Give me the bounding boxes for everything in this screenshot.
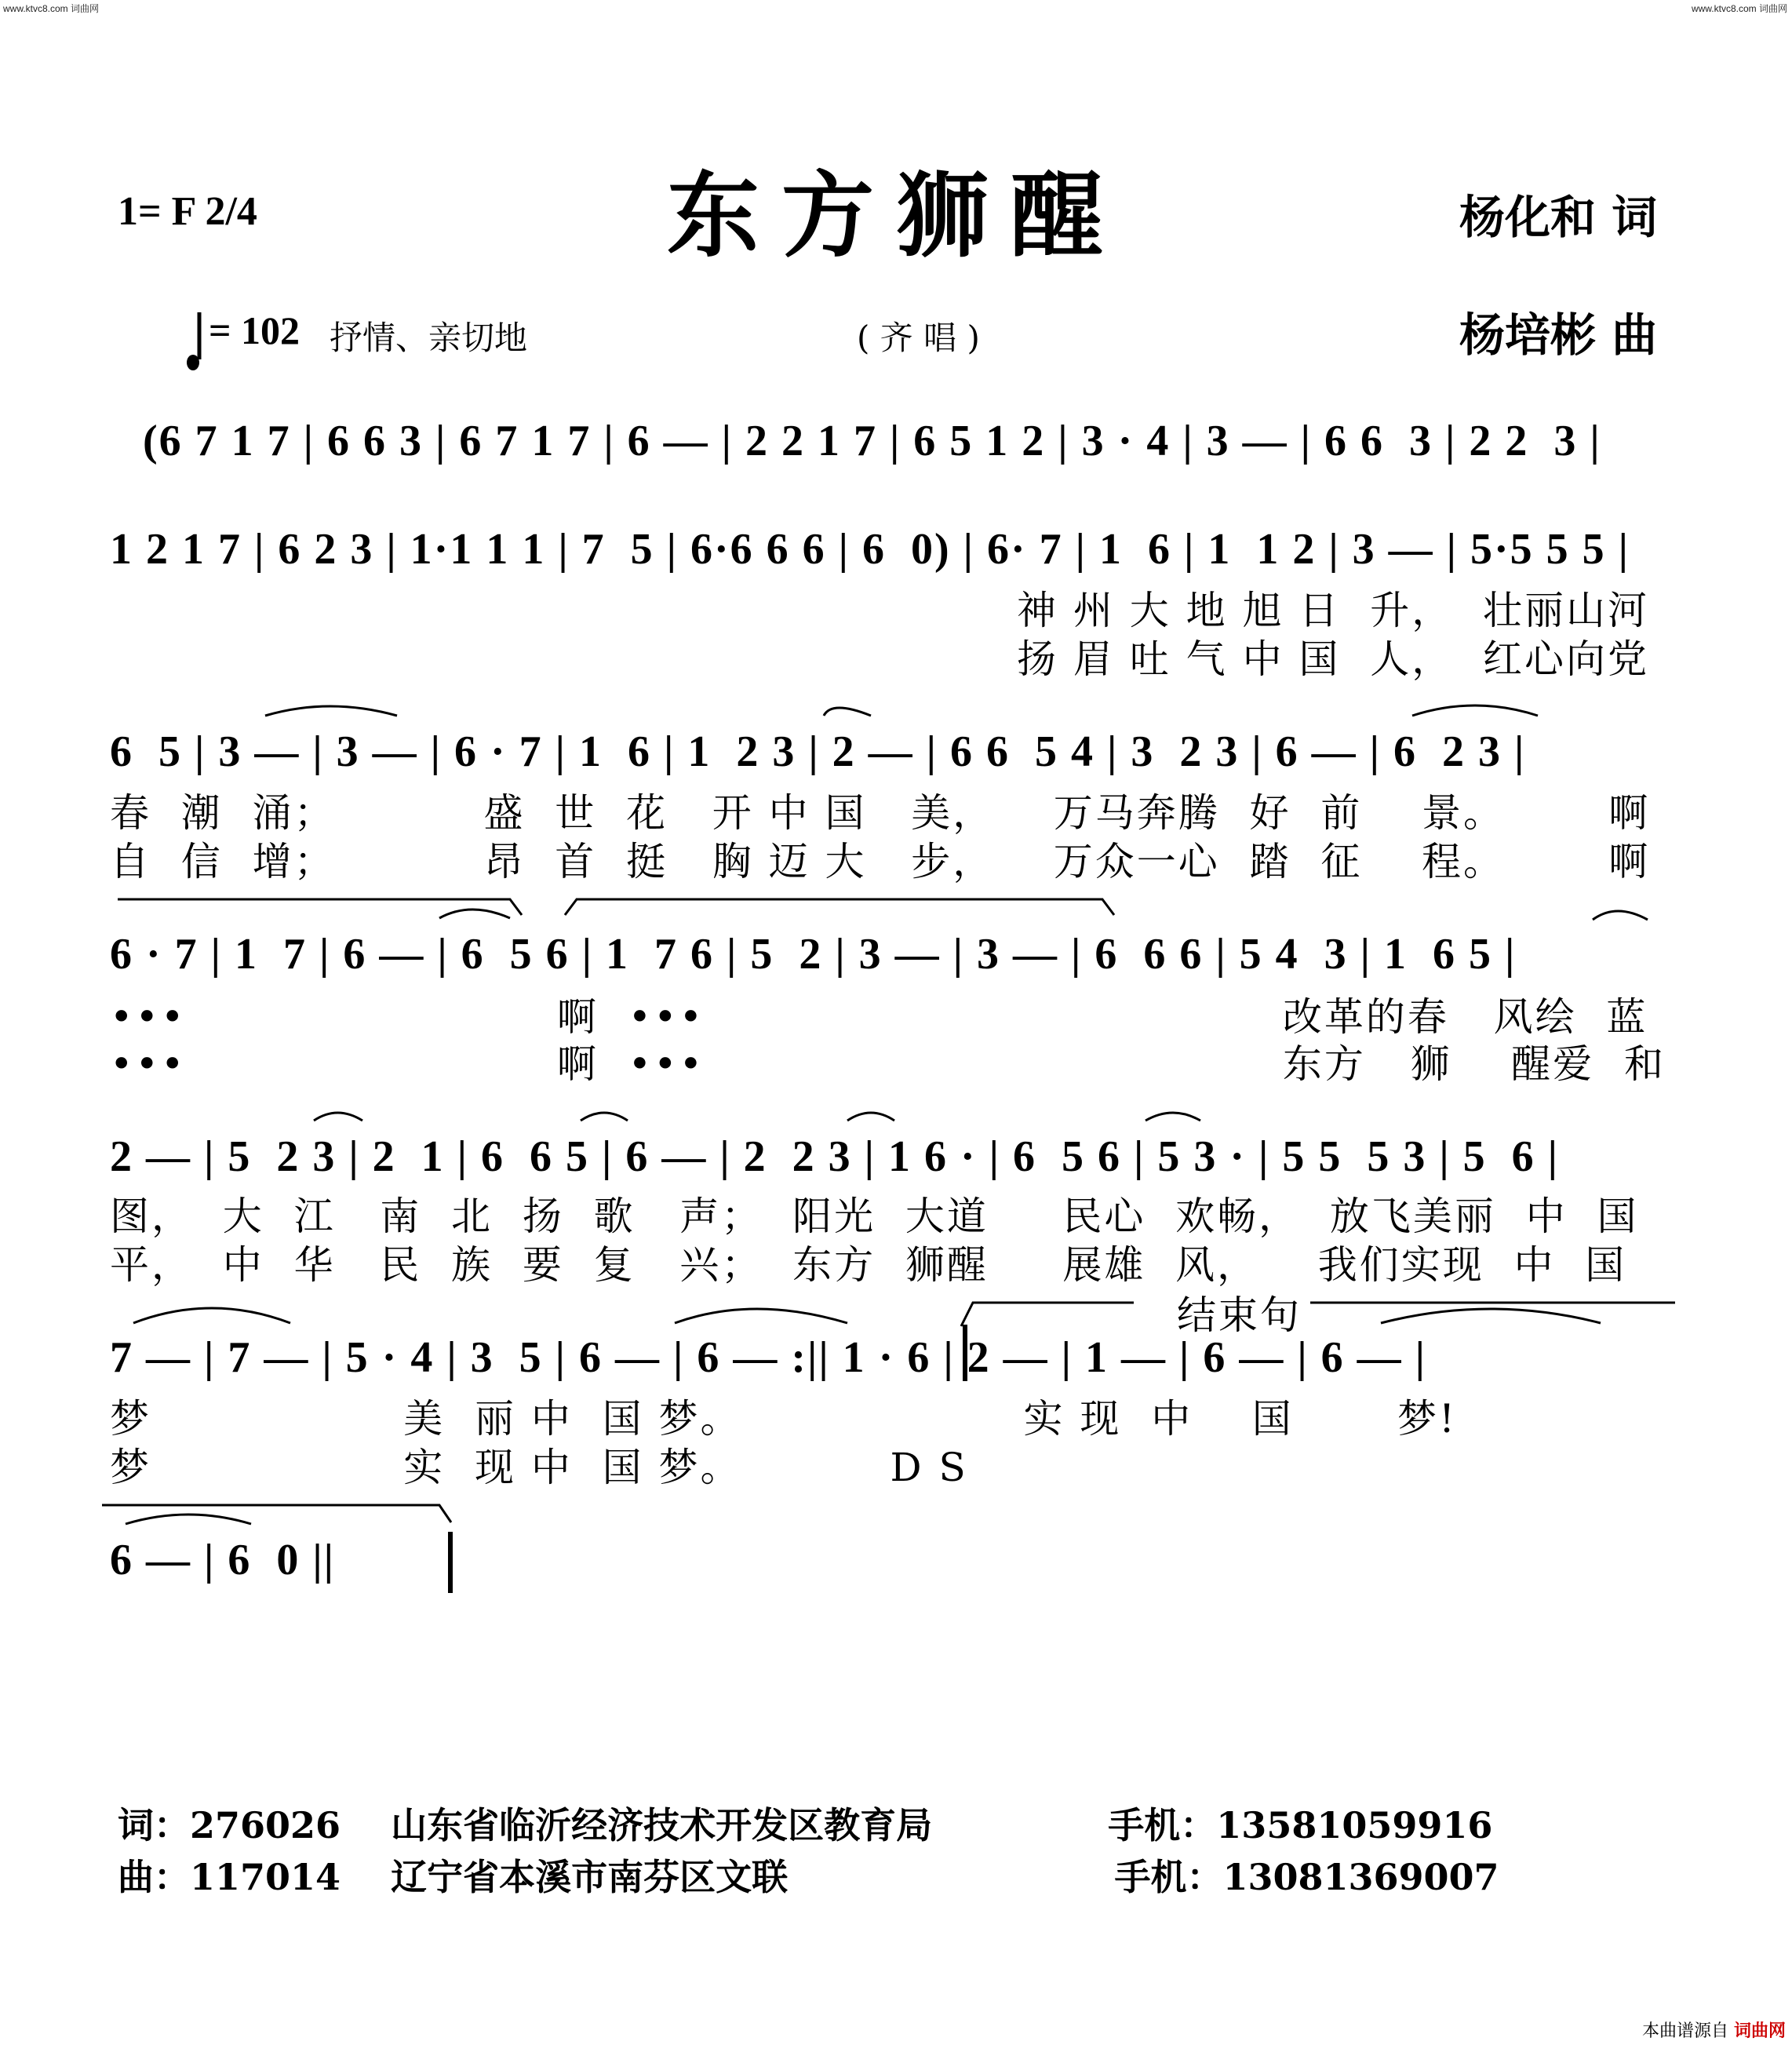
coda-bracket <box>961 1303 1134 1326</box>
score-line-2-lyrics-verse-2: 扬 眉 吐 气 中 国 人， 红心向党 <box>1017 636 1650 682</box>
phrase-line-7 <box>102 1505 451 1522</box>
slur-line-3 <box>265 706 397 716</box>
score-line-6-lyrics-verse-2: 梦 实 现 中 国 梦。 D S <box>110 1445 968 1490</box>
score-line-5-lyrics-verse-2: 平， 中 华 民 族 要 复 兴； 东方 狮醒 展雄 风， 我们实现 中 国 <box>110 1242 1627 1288</box>
score-line-6-lyrics-verse-1: 梦 美 丽 中 国 梦。 实 现 中 国 梦! <box>110 1396 1458 1442</box>
score-line-3-lyrics-verse-2: 自 信 增； 昂 首 挺 胸 迈 大 步， 万众一心 踏 征 程。 啊 <box>110 839 1651 884</box>
phrase-line-4-b <box>565 899 1114 915</box>
slur-line-3-b <box>824 708 871 716</box>
composer-credit: 杨培彬 曲 <box>1459 308 1658 362</box>
watermark-top-right: www.ktvc8.com 词曲网 <box>1691 3 1787 14</box>
footer-composer-contact: 曲：117014 辽宁省本溪市南芬区文联 手机：13081369007 <box>118 1856 1499 1898</box>
slur-line-6-b <box>675 1309 847 1323</box>
source-brand[interactable]: 词曲网 <box>1733 2021 1786 2041</box>
slur-line-5-c <box>847 1113 894 1121</box>
score-line-3-lyrics-verse-1: 春 潮 涌； 盛 世 花 开 中 国 美， 万马奔腾 好 前 景。 啊 <box>110 790 1651 836</box>
score-line-7-notes: 6 — | 6 0 || <box>110 1536 335 1584</box>
score-line-5-lyrics-verse-1: 图， 大 江 南 北 扬 歌 声； 阳光 大道 民心 欢畅， 放飞美丽 中 国 <box>110 1194 1639 1239</box>
tempo-marking: 抒情、亲切地 <box>330 319 528 357</box>
slur-line-5-b <box>581 1113 628 1121</box>
score-line-2-lyrics-verse-1: 神 州 大 地 旭 日 升， 壮丽山河 <box>1017 588 1650 633</box>
source-text: 本曲谱源自 <box>1641 2021 1728 2041</box>
score-line-6-notes: 7 — | 7 — | 5 · 4 | 3 5 | 6 — | 6 — :|| 1 · 6 | 2 — | 1 — | 6 — | 6 — | <box>110 1333 1426 1382</box>
score-line-5-notes: 2 — | 5 2 3 | 2 1 | 6 6 5 | 6 — | 2 2 3 | 1 6 · | 6 5 6 | 5 3 · | 5 5 5 3 | 5 6 | <box>110 1132 1560 1181</box>
score-line-2-notes: 1 2 1 7 | 6 2 3 | 1·1 1 1 | 7 5 | 6·6 6 6 | 6 0) | 6· 7 | 1 6 | 1 1 2 | 3 — | 5·5 5 5 | <box>110 525 1630 574</box>
performance-style: ( 齐 唱 ) <box>857 319 980 357</box>
slur-line-6-c <box>1381 1309 1601 1323</box>
coda-label: 结束句 <box>1177 1292 1302 1338</box>
score-line-3-notes: 6 5 | 3 — | 3 — | 6 · 7 | 1 6 | 1 2 3 | 2 — | 6 6 5 4 | 3 2 3 | 6 — | 6 2 3 | <box>110 727 1526 776</box>
slur-line-7 <box>126 1515 251 1524</box>
song-title: 东方狮醒 <box>666 161 1125 270</box>
slur-line-5-d <box>1145 1113 1200 1121</box>
slur-line-4-b <box>1593 911 1648 920</box>
slur-line-3-c <box>1412 705 1538 716</box>
phrase-line-4 <box>118 899 522 915</box>
lyricist-credit: 杨化和 词 <box>1459 191 1658 244</box>
score-line-1-notes: (6 7 1 7 | 6 6 3 | 6 7 1 7 | 6 — | 2 2 1 7 | 6 5 1 2 | 3 · 4 | 3 — | 6 6 3 | 2 2 3 | <box>143 417 1601 465</box>
slur-line-4 <box>439 909 510 918</box>
score-line-4-lyrics-verse-2: ••• 啊 ••• 东方 狮 醒爱 和 <box>110 1041 1666 1087</box>
key-signature: 1= F 2/4 <box>118 189 257 234</box>
score-line-4-notes: 6 · 7 | 1 7 | 6 — | 6 5 6 | 1 7 6 | 5 2 | 3 — | 3 — | 6 6 6 | 5 4 3 | 1 6 5 | <box>110 930 1517 979</box>
tempo-value: = 102 <box>209 308 300 352</box>
slur-line-6 <box>133 1308 290 1323</box>
slur-line-5 <box>314 1113 362 1121</box>
footer-lyricist-contact: 词：276026 山东省临沂经济技术开发区教育局 手机：13581059916 <box>118 1804 1493 1846</box>
score-line-4-lyrics-verse-1: ••• 啊 ••• 改革的春 风绘 蓝 <box>110 994 1648 1040</box>
source-credit <box>1642 2018 1786 2042</box>
watermark-top-left: www.ktvc8.com 词曲网 <box>3 3 100 14</box>
